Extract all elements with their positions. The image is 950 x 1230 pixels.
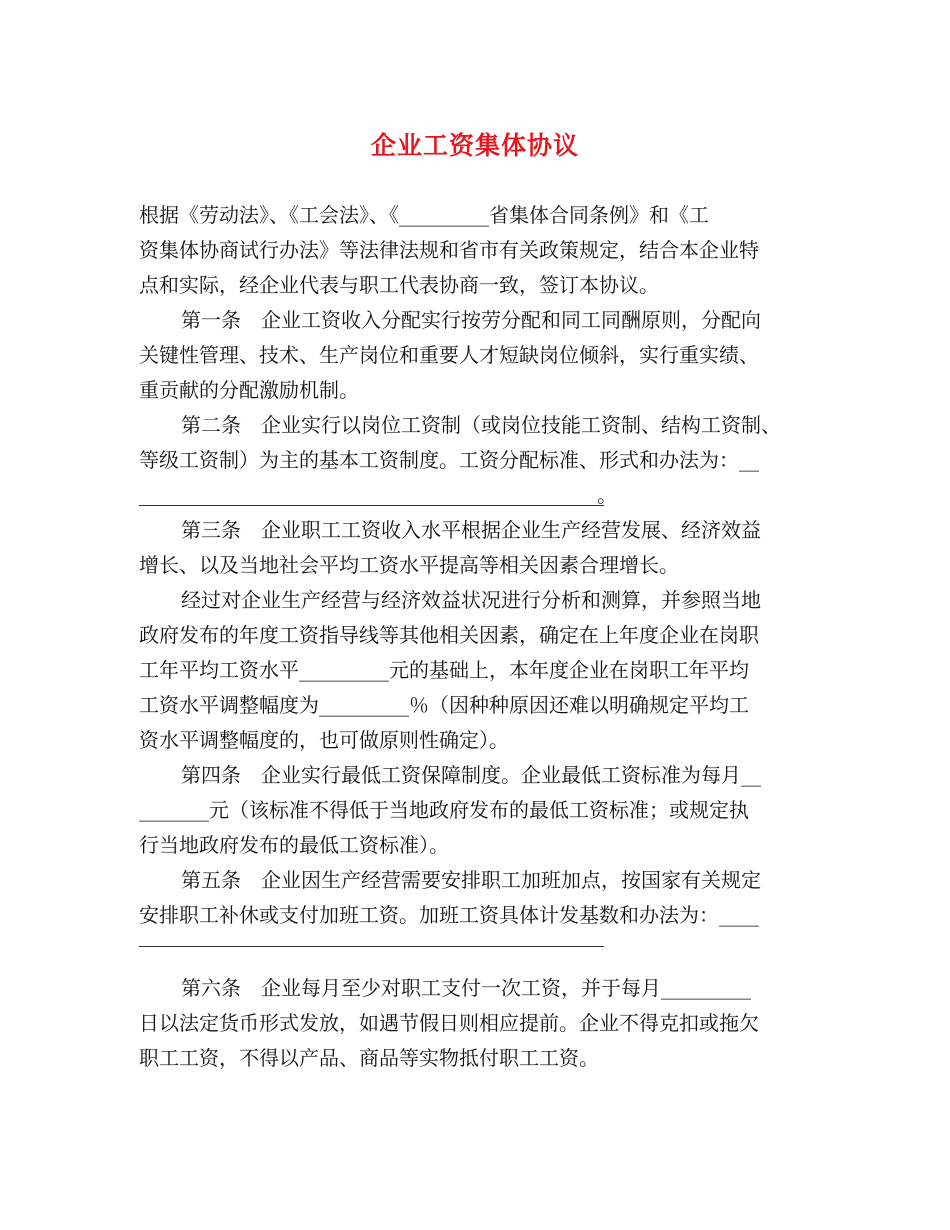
text-line: 第三条 企业职工工资收入水平根据企业生产经营发展、经济效益 xyxy=(181,518,761,542)
text-line: 第一条 企业工资收入分配实行按劳分配和同工同酬原则，分配向 xyxy=(181,308,761,332)
text-line: 第六条 企业每月至少对职工支付一次工资，并于每月_________ xyxy=(181,976,751,1000)
blank-fill-line xyxy=(139,933,839,968)
text-line: 根据《劳动法》、《工会法》、《_________省集体合同条例》和《工 xyxy=(139,203,709,227)
text-line: 政府发布的年度工资指导线等其他相关因素，确定在上年度企业在岗职 xyxy=(139,623,759,647)
paragraph-article-2 xyxy=(139,408,839,513)
text-line: 职工工资，不得以产品、商品等实物抵付职工工资。 xyxy=(139,1046,599,1070)
text-line: 安排职工补休或支付加班工资。加班工资具体计发基数和办法为：____ xyxy=(139,903,759,927)
text-line: 关键性管理、技术、生产岗位和重要人才短缺岗位倾斜，实行重实绩、 xyxy=(139,343,759,367)
text-line: 资水平调整幅度的，也可做原则性确定）。 xyxy=(139,728,509,752)
text-line: 点和实际，经企业代表与职工代表协商一致，签订本协议。 xyxy=(139,273,659,297)
text-line: 资集体协商试行办法》等法律法规和省市有关政策规定，结合本企业特 xyxy=(139,238,759,262)
paragraph-article-3-detail xyxy=(139,583,839,758)
page-title: 企业工资集体协议 xyxy=(370,131,579,160)
paragraph-article-4 xyxy=(139,758,839,863)
text-line: 等级工资制）为主的基本工资制度。工资分配标准、形式和办法为：__ xyxy=(139,448,759,472)
text-line: _______元（该标准不得低于当地政府发布的最低工资标准；或规定执 xyxy=(139,798,749,822)
paragraph-preamble xyxy=(139,198,839,303)
sentence-end-mark: 。 xyxy=(597,483,617,507)
text-line: 经过对企业生产经营与经济效益状况进行分析和测算，并参照当地 xyxy=(181,588,761,612)
text-line: 第四条 企业实行最低工资保障制度。企业最低工资标准为每月__ xyxy=(181,763,761,787)
text-line: 工年平均工资水平_________元的基础上，本年度企业在岗职工年平均 xyxy=(139,658,749,682)
blank-underline xyxy=(139,505,604,506)
document-body xyxy=(139,198,839,1076)
text-line: 增长、以及当地社会平均工资水平提高等相关因素合理增长。 xyxy=(139,553,679,577)
paragraph-article-6 xyxy=(139,971,839,1076)
text-line: 行当地政府发布的最低工资标准）。 xyxy=(139,833,449,857)
blank-underline xyxy=(139,946,604,947)
paragraph-article-5 xyxy=(139,863,839,968)
text-line: 第五条 企业因生产经营需要安排职工加班加点，按国家有关规定 xyxy=(181,868,761,892)
text-line: 工资水平调整幅度为_________％（因种种原因还难以明确规定平均工 xyxy=(139,693,749,717)
text-line: 第二条 企业实行以岗位工资制（或岗位技能工资制、结构工资制、 xyxy=(181,413,781,437)
blank-fill-line xyxy=(139,478,839,513)
paragraph-article-3 xyxy=(139,513,839,583)
text-line: 重贡献的分配激励机制。 xyxy=(139,378,359,402)
text-line: 日以法定货币形式发放，如遇节假日则相应提前。企业不得克扣或拖欠 xyxy=(139,1011,759,1035)
paragraph-article-1 xyxy=(139,303,839,408)
